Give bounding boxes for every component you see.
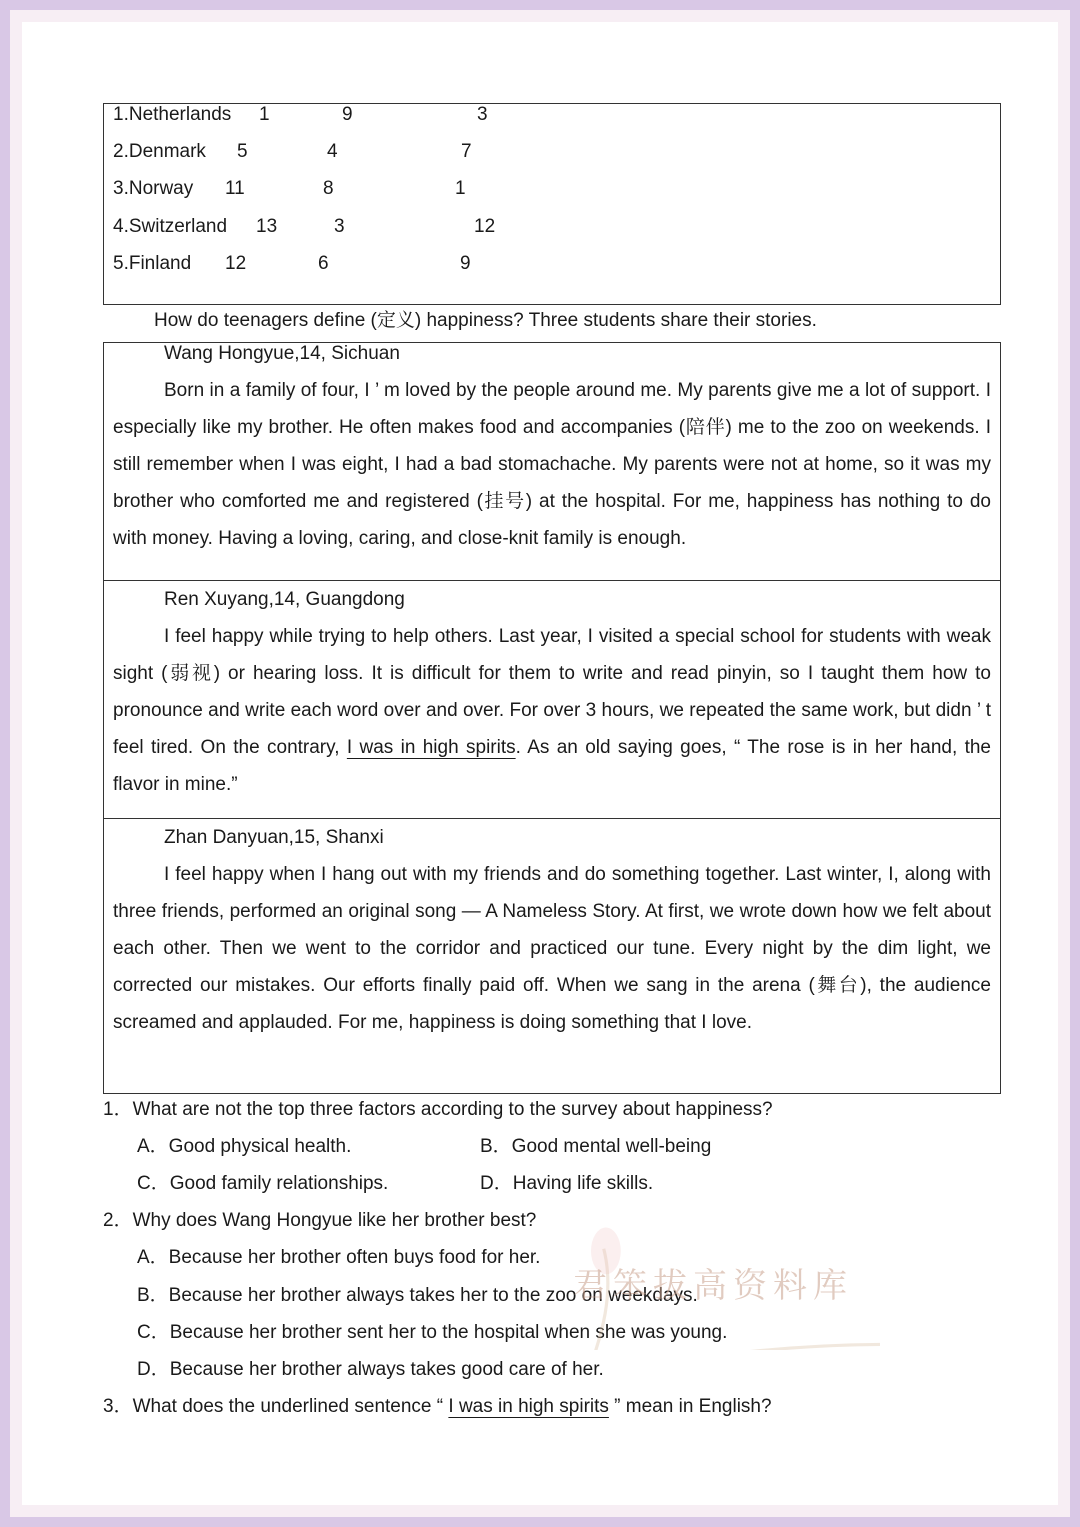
story-body <box>113 372 991 557</box>
country: 3.Norway <box>113 178 194 199</box>
option-c: C．Good family relationships. <box>137 1173 389 1194</box>
rank-a: 1 <box>259 104 270 125</box>
question-3 <box>103 1391 772 1418</box>
rank-c: 7 <box>461 141 472 162</box>
option-d: D．Having life skills. <box>480 1173 654 1194</box>
option-d: D．Because her brother always takes good care of her. <box>137 1359 604 1380</box>
question-2: 2．Why does Wang Hongyue like her brother best? <box>103 1210 537 1231</box>
story-author: Ren Xuyang,14, Guangdong <box>164 589 405 610</box>
story-paragraph <box>113 618 991 803</box>
story-author: Zhan Danyuan,15, Shanxi <box>164 827 384 848</box>
country: 5.Finland <box>113 253 192 274</box>
rank-b: 4 <box>327 141 338 162</box>
rank-b: 8 <box>323 178 334 199</box>
rank-c: 1 <box>455 178 466 199</box>
rank-a: 5 <box>237 141 248 162</box>
underlined-sentence: I was in high spirits <box>346 737 516 759</box>
country: 1.Netherlands <box>113 104 232 125</box>
option-b: B．Because her brother always takes her to the zoo on weekdays. <box>137 1285 698 1306</box>
option-a: A．Because her brother often buys food for her. <box>137 1247 541 1268</box>
rank-b: 6 <box>318 253 329 274</box>
rank-a: 12 <box>225 253 247 274</box>
option-a: A．Good physical health. <box>137 1136 352 1157</box>
question-3-stem-before: 3．What does the underlined sentence “ <box>103 1396 449 1417</box>
question-1: 1．What are not the top three factors according to the survey about happiness? <box>103 1099 773 1120</box>
question-3-stem-after: ” mean in English? <box>608 1396 772 1417</box>
rank-a: 11 <box>225 178 245 199</box>
rank-c: 9 <box>460 253 471 274</box>
option-c: C．Because her brother sent her to the hospital when she was young. <box>137 1322 728 1343</box>
country: 4.Switzerland <box>113 216 228 237</box>
country: 2.Denmark <box>113 141 206 162</box>
intro-text: How do teenagers define (定义) happiness? Three students share their stories. <box>154 310 817 331</box>
rank-a: 13 <box>256 216 278 237</box>
story-text-before: I feel happy while trying to help others. Last year, I visited a special school for students with weak sight (弱视) or hearing loss. It is difficult for them to write and read pinyin, so I taught them how to pronounce and write each word over and over. For over 3 hours, we repeated the same work, but didn ’ t feel tired. On the contrary, <box>113 626 991 759</box>
rank-c: 12 <box>474 216 496 237</box>
option-b: B．Good mental well-being <box>480 1136 712 1157</box>
story-author: Wang Hongyue,14, Sichuan <box>164 343 400 364</box>
rank-b: 3 <box>334 216 345 237</box>
rank-b: 9 <box>342 104 353 125</box>
story-body <box>113 856 991 1041</box>
story-body <box>113 618 991 803</box>
story-paragraph: I feel happy when I hang out with my friends and do something together. Last winter, I, along with three friends, performed an original song — A Nameless Story. At first, we wrote down how we felt about each other. Then we went to the corridor and practiced our tune. Every night by the dim light, we corrected our mistakes. Our efforts finally paid off. When we sang in the arena (舞台), the audience screamed and applauded. For me, happiness is doing something that I love. <box>113 864 991 1034</box>
story-text-after: . As an old saying goes, “ The rose is in her hand, the flavor in mine.” <box>113 737 991 796</box>
watermark-text: 君笨拔高资料库 <box>573 1266 853 1306</box>
rank-c: 3 <box>477 104 488 125</box>
story-paragraph: Born in a family of four, I ’ m loved by the people around me. My parents give me a lot of support. I especially like my brother. He often makes food and accompanies (陪伴) me to the zoo on weekends. I still remember when I was eight, I had a bad stomachache. My parents were not at home, so it was my brother who comforted me and registered (挂号) at the hospital. For me, happiness has nothing to do with money. Having a loving, caring, and close-knit family is enough. <box>113 380 991 550</box>
underlined-sentence: I was in high spirits <box>448 1396 609 1417</box>
